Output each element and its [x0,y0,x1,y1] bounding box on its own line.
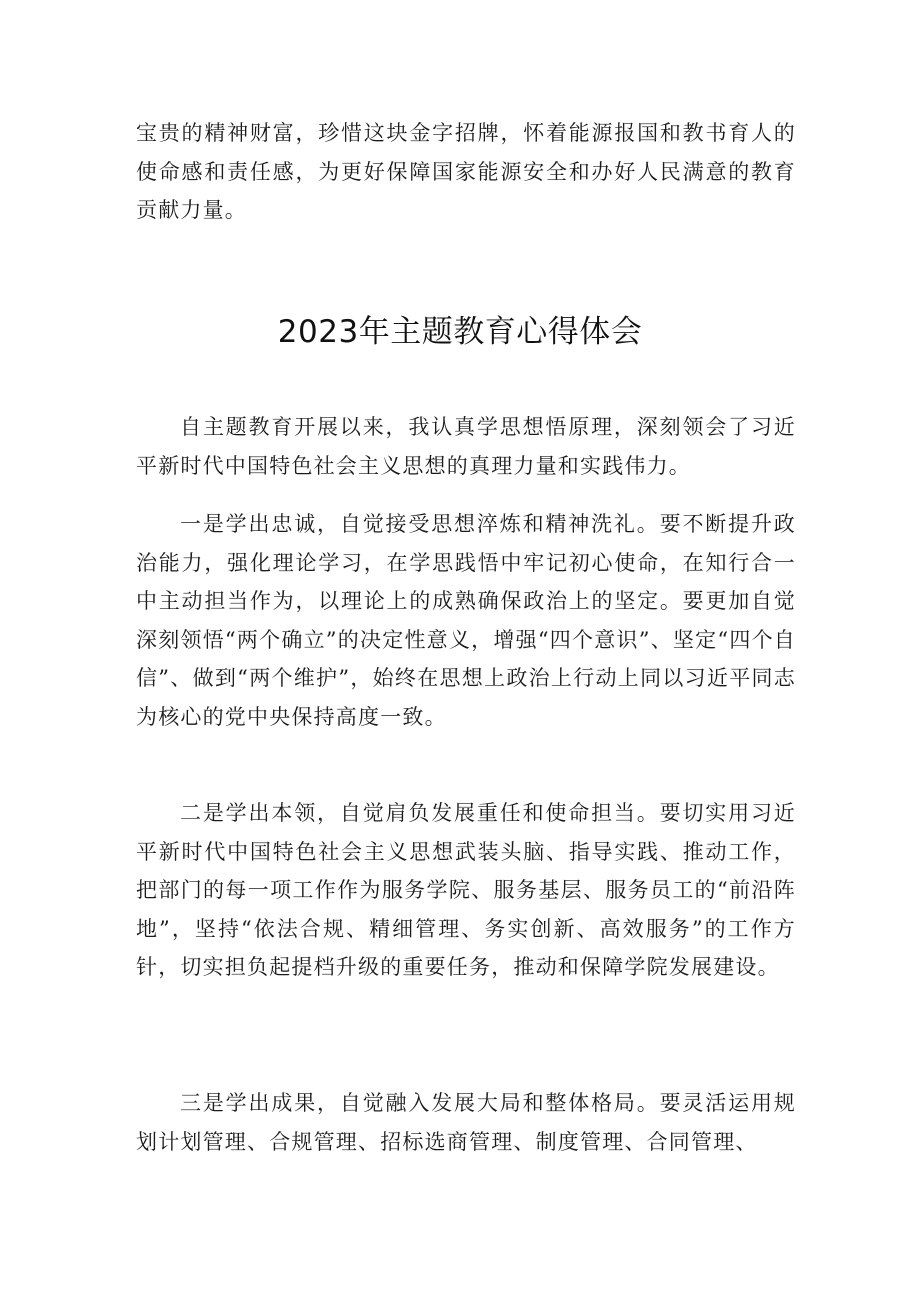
document-title: 2023年主题教育心得体会 [277,314,643,350]
loyalty-paragraph: 一是学出忠诚，自觉接受思想淬炼和精神洗礼。要不断提升政治能力，强化理论学习，在学思践悟中牢记初心使命，在知行合一中主动担当作为，以理论上的成熟确保政治上的坚定。要更加自觉深刻领悟“两个确立”的决定性意义，增强“四个意识”、坚定“四个自信”、做到“两个维护”，始终在思想上政治上行动上同以习近平同志为核心的党中央保持高度一致。 [136,512,796,729]
intro-paragraph: 自主题教育开展以来，我认真学思想悟原理，深刻领会了习近平新时代中国特色社会主义思想的真理力量和实践伟力。 [136,415,796,478]
results-paragraph: 三是学出成果，自觉融入发展大局和整体格局。要灵活运用规划计划管理、合规管理、招标选商管理、制度管理、合同管理、 [136,1091,796,1154]
continuation-paragraph: 宝贵的精神财富，珍惜这块金字招牌，怀着能源报国和教书育人的使命感和责任感，为更好保障国家能源安全和办好人民满意的教育贡献力量。 [136,121,796,223]
capability-paragraph: 二是学出本领，自觉肩负发展重任和使命担当。要切实用习近平新时代中国特色社会主义思想武装头脑、指导实践、推动工作，把部门的每一项工作作为服务学院、服务基层、服务员工的“前沿阵地”，坚持“依法合规、精细管理、务实创新、高效服务”的工作方针，切实担负起提档升级的重要任务，推动和保障学院发展建设。 [136,801,796,980]
